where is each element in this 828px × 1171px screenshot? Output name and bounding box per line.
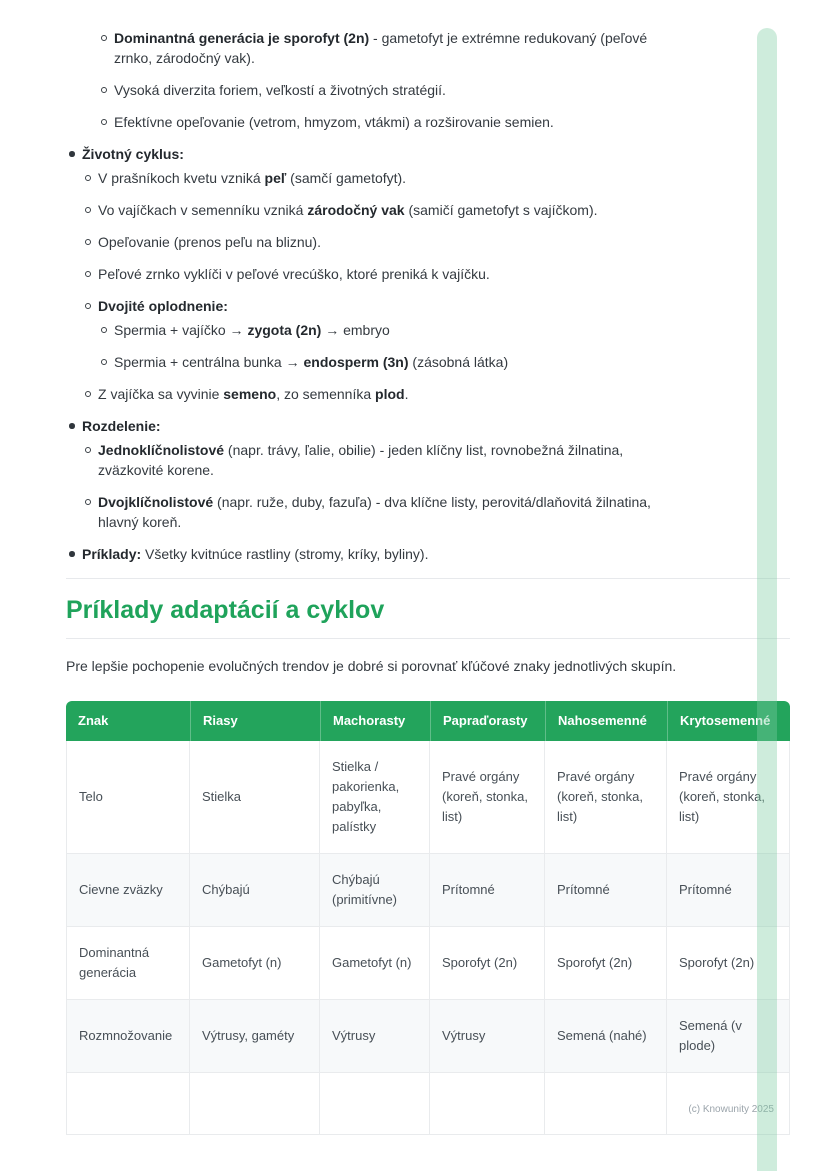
list-item-text: Efektívne opeľovanie (vetrom, hmyzom, vtákmi) a rozširovanie semien. xyxy=(114,114,554,130)
list-item xyxy=(84,168,666,188)
table-cell: Dominantná generácia xyxy=(66,927,190,1000)
table-header-row xyxy=(66,701,790,741)
table-cell: Sporofyt (2n) xyxy=(430,927,545,1000)
table-row xyxy=(66,741,790,854)
list-item-text: Z vajíčka sa vyvinie semeno, zo semenníka plod. xyxy=(98,386,409,402)
list-item xyxy=(100,352,666,372)
table-header-cell: Riasy xyxy=(190,701,320,741)
table-cell: Chýbajú xyxy=(190,854,320,927)
table-cell: Výtrusy xyxy=(430,1000,545,1073)
bullet-circle-icon xyxy=(101,119,107,125)
list-item-text: Životný cyklus: xyxy=(82,146,184,162)
table-row xyxy=(66,854,790,927)
list-item xyxy=(68,416,666,436)
bullet-circle-icon xyxy=(85,303,91,309)
table-cell: Pravé orgány (koreň, stonka, list) xyxy=(545,741,667,854)
list-item xyxy=(100,112,666,132)
list-item-text: V prašníkoch kvetu vzniká peľ (samčí gametofyt). xyxy=(98,170,407,186)
table-cell: Pravé orgány (koreň, stonka, list) xyxy=(430,741,545,854)
list-item xyxy=(68,144,666,164)
table-header-cell: Papraďorasty xyxy=(430,701,545,741)
bullet-circle-icon xyxy=(85,239,91,245)
list-item xyxy=(84,384,666,404)
list-item xyxy=(84,440,666,480)
bullet-circle-icon xyxy=(85,391,91,397)
bullet-disc-icon xyxy=(69,151,75,157)
bullet-circle-icon xyxy=(101,35,107,41)
table-cell xyxy=(190,1073,320,1135)
list-item-text: Príklady: Všetky kvitnúce rastliny (stromy, kríky, byliny). xyxy=(82,546,429,562)
table-cell: Sporofyt (2n) xyxy=(545,927,667,1000)
comparison-table xyxy=(66,701,790,1135)
list-item xyxy=(84,492,666,532)
table-cell xyxy=(66,1073,190,1135)
list-item xyxy=(84,264,666,284)
list-item-text: Rozdelenie: xyxy=(82,418,161,434)
list-item-text: Vo vajíčkach v semenníku vzniká zárodočný vak (samičí gametofyt s vajíčkom). xyxy=(98,202,598,218)
bullet-circle-icon xyxy=(101,87,107,93)
table-cell: Stielka xyxy=(190,741,320,854)
bullet-circle-icon xyxy=(85,499,91,505)
table-header-cell: Machorasty xyxy=(320,701,430,741)
table-cell: Sporofyt (2n) xyxy=(667,927,790,1000)
table-header xyxy=(66,701,790,741)
bullet-circle-icon xyxy=(101,327,107,333)
watermark: (c) Knowunity 2025 xyxy=(688,1104,774,1115)
table-cell: Prítomné xyxy=(430,854,545,927)
list-item xyxy=(84,296,666,316)
table-cell xyxy=(545,1073,667,1135)
list-item-text: Dvojité oplodnenie: xyxy=(98,298,228,314)
list-item xyxy=(84,232,666,252)
table-cell: Semená (v plode) xyxy=(667,1000,790,1073)
table-cell: Semená (nahé) xyxy=(545,1000,667,1073)
list-item xyxy=(100,80,666,100)
table-cell: Prítomné xyxy=(545,854,667,927)
table-header-cell: Znak xyxy=(66,701,190,741)
bullet-circle-icon xyxy=(85,271,91,277)
list-item xyxy=(100,28,666,68)
table-row xyxy=(66,1073,790,1135)
list-item-text: Dominantná generácia je sporofyt (2n) - gametofyt je extrémne redukovaný (peľové zrnko, zárodočný vak). xyxy=(114,30,648,66)
table-cell: Prítomné xyxy=(667,854,790,927)
list-item-text: Peľové zrnko vyklíči v peľové vrecúško, ktoré preniká k vajíčku. xyxy=(98,266,490,282)
table-header-cell: Krytosemenné xyxy=(667,701,790,741)
notes-list xyxy=(66,28,666,564)
table-header-cell: Nahosemenné xyxy=(545,701,667,741)
list-item-text: Opeľovanie (prenos peľu na bliznu). xyxy=(98,234,321,250)
table-cell: Cievne zväzky xyxy=(66,854,190,927)
list-item-text: Vysoká diverzita foriem, veľkostí a životných stratégií. xyxy=(114,82,446,98)
table-cell xyxy=(430,1073,545,1135)
table-cell: Stielka / pakorienka, pabyľka, palístky xyxy=(320,741,430,854)
bullet-circle-icon xyxy=(85,175,91,181)
table-cell: Rozmnožovanie xyxy=(66,1000,190,1073)
section-intro: Pre lepšie pochopenie evolučných trendov je dobré si porovnať kľúčové znaky jednotlivých skupín. xyxy=(66,658,677,674)
table-cell xyxy=(320,1073,430,1135)
list-item-text: Spermia + vajíčko → zygota (2n) → embryo xyxy=(114,322,390,338)
table-cell: Chýbajú (primitívne) xyxy=(320,854,430,927)
list-item xyxy=(84,200,666,220)
section-heading: Príklady adaptácií a cyklov xyxy=(66,579,790,639)
bullet-circle-icon xyxy=(101,359,107,365)
list-item-text: Jednoklíčnolistové (napr. trávy, ľalie, obilie) - jeden klíčny list, rovnobežná žilnatina, zväzkovité korene. xyxy=(98,442,624,478)
table-row xyxy=(66,927,790,1000)
list-item xyxy=(68,544,666,564)
table-cell: Pravé orgány (koreň, stonka, list) xyxy=(667,741,790,854)
table-cell: Gametofyt (n) xyxy=(320,927,430,1000)
bullet-disc-icon xyxy=(69,551,75,557)
list-item-text: Dvojklíčnolistové (napr. ruže, duby, fazuľa) - dva klíčne listy, perovitá/dlaňovitá žilnatina, hlavný koreň. xyxy=(98,494,651,530)
table-body xyxy=(66,741,790,1135)
bullet-circle-icon xyxy=(85,447,91,453)
bullet-circle-icon xyxy=(85,207,91,213)
table-cell: Gametofyt (n) xyxy=(190,927,320,1000)
list-item-text: Spermia + centrálna bunka → endosperm (3n) (zásobná látka) xyxy=(114,354,509,370)
bullet-disc-icon xyxy=(69,423,75,429)
table-cell: Výtrusy xyxy=(320,1000,430,1073)
table-cell: Telo xyxy=(66,741,190,854)
table-cell: Výtrusy, gaméty xyxy=(190,1000,320,1073)
table-row xyxy=(66,1000,790,1073)
list-item xyxy=(100,320,666,340)
